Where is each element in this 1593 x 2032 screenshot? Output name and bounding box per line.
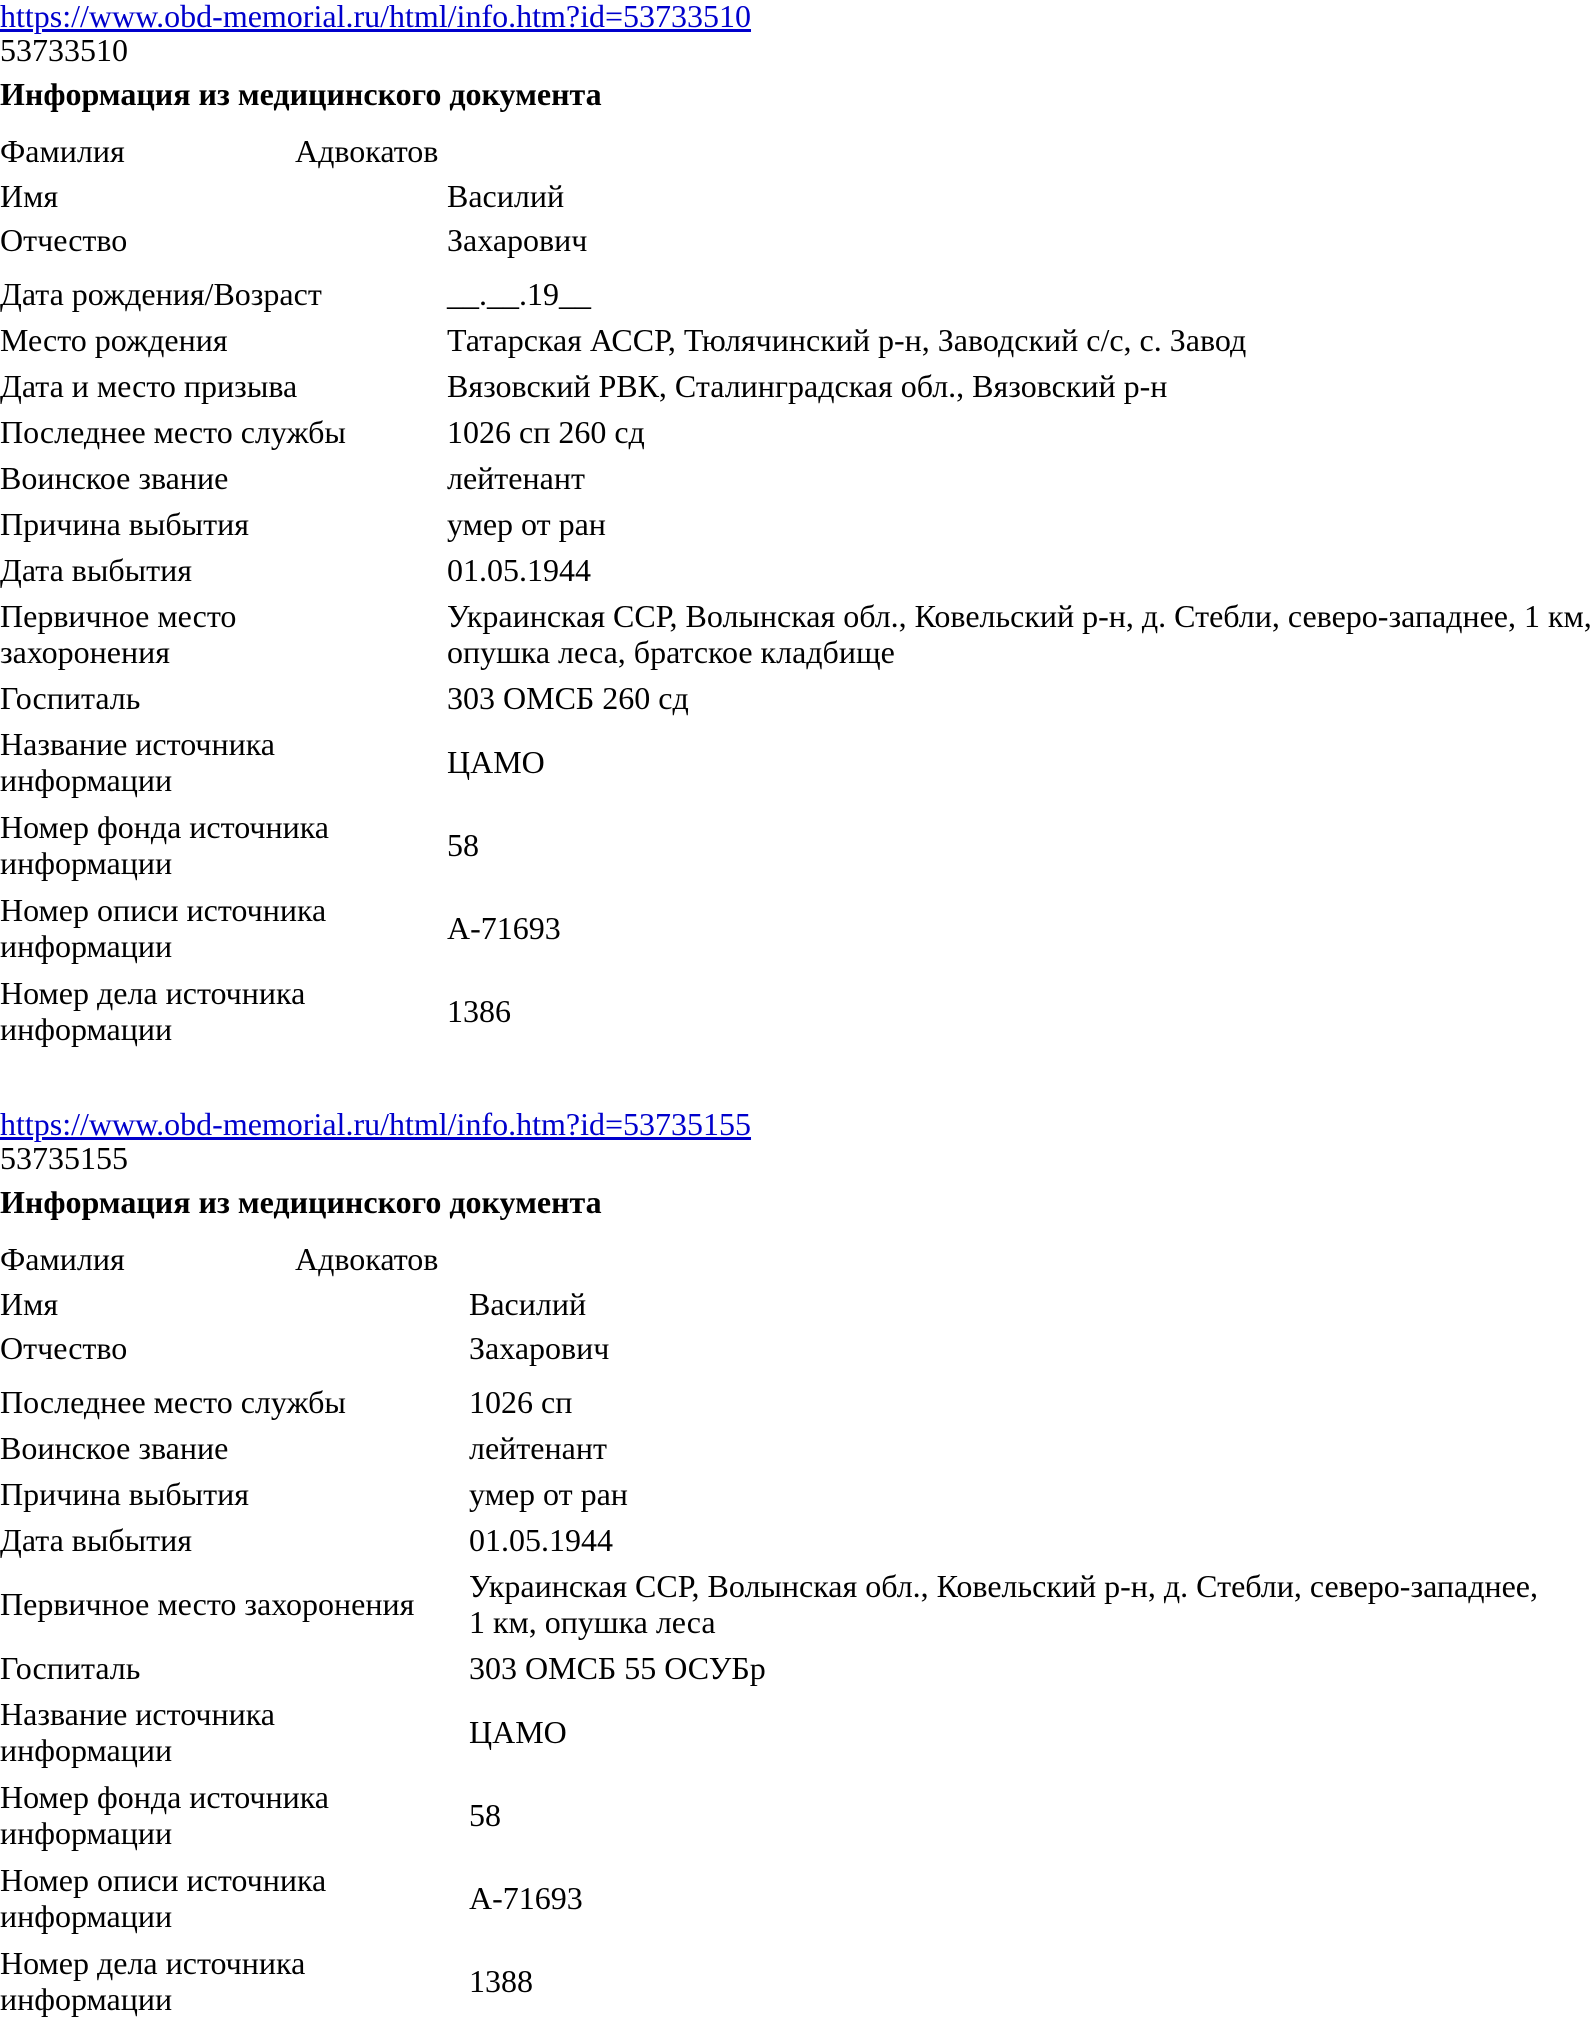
field-value: 1026 сп 260 сд (447, 414, 645, 450)
field-value: 01.05.1944 (469, 1522, 613, 1558)
field-row-last-service (0, 1384, 1593, 1430)
field-row-fund-number (0, 809, 1593, 892)
field-label: Первичное место захоронения (0, 598, 237, 670)
field-label: Воинское звание (0, 1430, 229, 1466)
field-row-rank (0, 460, 1593, 506)
field-label: Место рождения (0, 322, 228, 358)
field-row-conscription (0, 368, 1593, 414)
field-value: 58 (447, 827, 479, 863)
field-value: 1026 сп (469, 1384, 573, 1420)
field-value: 1388 (469, 1963, 533, 1999)
field-value: Татарская АССР, Тюлячинский р-н, Заводский с/с, с. Завод (447, 322, 1247, 358)
field-label: Имя (0, 178, 59, 214)
field-label: Номер описи источника информации (0, 1862, 327, 1934)
field-value: 303 ОМСБ 260 сд (447, 680, 689, 716)
field-row-hospital (0, 1650, 1593, 1696)
field-row-source-name (0, 1696, 1593, 1779)
field-row-birth-place (0, 322, 1593, 368)
field-label: Номер фонда источника информации (0, 809, 329, 881)
field-row-loss-reason (0, 1476, 1593, 1522)
field-row-hospital (0, 680, 1593, 726)
field-label: Имя (0, 1286, 59, 1322)
field-row-burial-place (0, 1568, 1593, 1650)
field-label: Госпиталь (0, 680, 141, 716)
field-row-name (0, 176, 1593, 222)
field-value: Украинская ССР, Волынская обл., Ковельский р-н, д. Стебли, северо-западнее, 1 км, опушка леса (469, 1568, 1538, 1640)
field-value: Захарович (469, 1330, 610, 1366)
field-row-patronymic (0, 222, 1593, 276)
field-value: Вязовский РВК, Сталинградская обл., Вязовский р-н (447, 368, 1168, 404)
field-label: Дата рождения/Возраст (0, 276, 322, 312)
field-value: 303 ОМСБ 55 ОСУБр (469, 1650, 766, 1686)
field-label: Дата выбытия (0, 552, 192, 588)
field-row-burial-place (0, 598, 1593, 680)
field-row-inventory-number (0, 892, 1593, 975)
field-value: лейтенант (447, 460, 585, 496)
field-row-fund-number (0, 1779, 1593, 1862)
field-value: А-71693 (447, 910, 561, 946)
field-value: Адвокатов (295, 133, 439, 169)
field-value: 1386 (447, 993, 511, 1029)
field-label: Госпиталь (0, 1650, 141, 1686)
field-value: ЦАМО (447, 744, 545, 780)
field-label: Номер дела источника информации (0, 975, 306, 1047)
field-row-loss-reason (0, 506, 1593, 552)
record-link[interactable]: https://www.obd-memorial.ru/html/info.htm?id=53733510 (0, 0, 752, 34)
field-value: __.__.19__ (447, 276, 591, 312)
field-row-surname (0, 1234, 1593, 1284)
field-label: Причина выбытия (0, 1476, 249, 1512)
record-heading: Информация из медицинского документа (0, 1184, 602, 1220)
field-label: Последнее место службы (0, 1384, 346, 1420)
field-label: Номер фонда источника информации (0, 1779, 329, 1851)
field-row-birth-date (0, 276, 1593, 322)
record-link[interactable]: https://www.obd-memorial.ru/html/info.htm?id=53735155 (0, 1106, 752, 1142)
field-row-last-service (0, 414, 1593, 460)
field-row-case-number (0, 1945, 1593, 2028)
field-row-loss-date (0, 552, 1593, 598)
field-value: Василий (447, 178, 565, 214)
record-id: 53733510 (0, 32, 128, 68)
field-value: Василий (469, 1286, 587, 1322)
field-row-loss-date (0, 1522, 1593, 1568)
field-label: Фамилия (0, 133, 125, 169)
field-label: Название источника информации (0, 726, 275, 798)
field-value: Захарович (447, 222, 588, 258)
field-value: Украинская ССР, Волынская обл., Ковельский р-н, д. Стебли, северо-западнее, 1 км, опушка леса, братское кладбище (447, 598, 1592, 670)
field-row-case-number (0, 975, 1593, 1058)
field-label: Отчество (0, 222, 128, 258)
field-value: А-71693 (469, 1880, 583, 1916)
field-label: Название источника информации (0, 1696, 275, 1768)
field-label: Фамилия (0, 1241, 125, 1277)
field-label: Первичное место захоронения (0, 1586, 415, 1622)
field-value: ЦАМО (469, 1714, 567, 1750)
field-value: лейтенант (469, 1430, 607, 1466)
record-id: 53735155 (0, 1140, 128, 1176)
field-row-rank (0, 1430, 1593, 1476)
field-label: Номер дела источника информации (0, 1945, 306, 2017)
field-row-source-name (0, 726, 1593, 809)
field-label: Воинское звание (0, 460, 229, 496)
field-row-inventory-number (0, 1862, 1593, 1945)
field-value: Адвокатов (295, 1241, 439, 1277)
field-row-patronymic (0, 1330, 1593, 1384)
field-value: умер от ран (447, 506, 606, 542)
field-label: Дата и место призыва (0, 368, 298, 404)
field-label: Причина выбытия (0, 506, 249, 542)
field-label: Последнее место службы (0, 414, 346, 450)
field-row-surname (0, 126, 1593, 176)
field-label: Отчество (0, 1330, 128, 1366)
field-value: 58 (469, 1797, 501, 1833)
field-value: 01.05.1944 (447, 552, 591, 588)
field-value: умер от ран (469, 1476, 628, 1512)
record-heading: Информация из медицинского документа (0, 76, 602, 112)
field-label: Дата выбытия (0, 1522, 192, 1558)
record-53735155 (0, 1108, 1593, 2028)
field-label: Номер описи источника информации (0, 892, 327, 964)
field-row-name (0, 1284, 1593, 1330)
